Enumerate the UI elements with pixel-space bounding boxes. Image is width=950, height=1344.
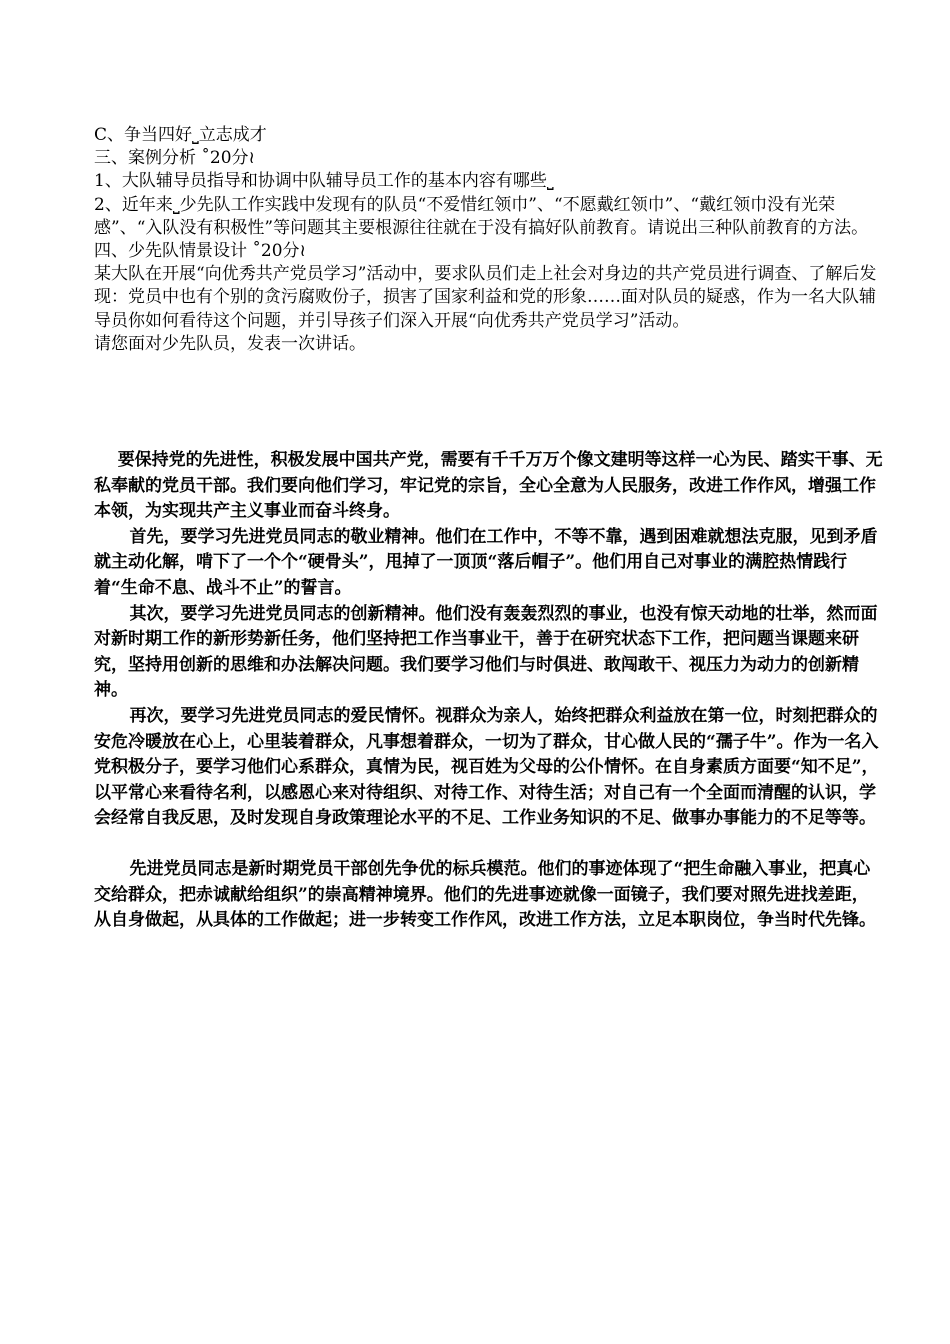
answer-paragraph-second: 其次，要学习先进党员同志的创新精神。他们没有轰轰烈烈的事业，也没有惊天动地的壮举，然而面对新时期工作的新形势新任务，他们坚持把工作当事业干，善于在研究状态下工作，把问题当课题来研究，坚持用创新的思维和办法解决问题。我们要学习他们与时俱进、敢闯敢干、视压力为动力的创新精神。 [94,603,878,701]
section-heading-scenario-design: 四、少先队情景设计 ˚20分≀ [94,241,306,262]
answer-paragraph-conclusion: 先进党员同志是新时期党员干部创先争优的标兵模范。他们的事迹体现了“把生命融入事业，把真心交给群众，把赤诚献给组织”的崇高精神境界。他们的先进事迹就像一面镜子，我们要对照先进找差距，从自身做起，从具体的工作做起；进一步转变工作作风，改进工作方法，立足本职岗位，争当时代先锋。 [94,858,876,931]
question-2: 2、近年来⎵少先队工作实践中发现有的队员“不爱惜红领巾”、“不愿戴红领巾”、“戴红领巾没有光荣感”、“入队没有积极性”等问题其主要根源往往就在于没有搞好队前教育。请说出三种队前教育的方法。 [94,194,869,238]
scenario-text: 某大队在开展“向优秀共产党员学习”活动中，要求队员们走上社会对身边的共产党员进行调查、了解后发现：党员中也有个别的贪污腐败份子，损害了国家利益和党的形象……面对队员的疑惑，作为一名大队辅导员你如何看待这个问题，并引导孩子们深入开展“向优秀共产党员学习”活动。 [94,264,877,331]
answer-paragraph-first: 首先，要学习先进党员同志的敬业精神。他们在工作中，不等不靠，遇到困难就想法克服，见到矛盾就主动化解，啃下了一个个“硬骨头”，甩掉了一顶顶“落后帽子”。他们用自己对事业的满腔热情践行着“生命不息、战斗不止”的誓言。 [94,526,878,598]
option-c: C、争当四好⎵立志成才 [94,125,267,145]
task-instruction: 请您面对少先队员，发表一次讲话。 [94,333,366,354]
paragraph-spacer [94,832,884,857]
answer-paragraph-intro: 要保持党的先进性，积极发展中国共产党，需要有千千万万个像文建明等这样一心为民、踏实干事、无私奉献的党员干部。我们要向他们学习，牢记党的宗旨，全心全意为人民服务，改进工作作风，增强工作本领，为实现共产主义事业而奋斗终身。 [94,450,883,522]
section-heading-case-analysis: 三、案例分析 ˚20分≀ [94,148,255,169]
speech-answer-section [94,448,884,934]
question-1: 1、大队辅导员指导和协调中队辅导员工作的基本内容有哪些⎵ [94,171,554,192]
answer-paragraph-third: 再次，要学习先进党员同志的爱民情怀。视群众为亲人，始终把群众利益放在第一位，时刻把群众的安危冷暖放在心上，心里装着群众，凡事想着群众，一切为了群众，甘心做人民的“孺子牛”。作为一名入党积极分子，要学习他们心系群众，真情为民，视百姓为父母的公仆情怀。在自身素质方面要“知不足”，以平常心来看待名利，以感恩心来对待组织、对待工作、对待生活；对自己有一个全面而清醒的认识，学会经常自我反思，及时发现自身政策理论水平的不足、工作业务知识的不足、做事办事能力的不足等等。 [94,705,879,829]
exam-questions-section [94,124,884,356]
